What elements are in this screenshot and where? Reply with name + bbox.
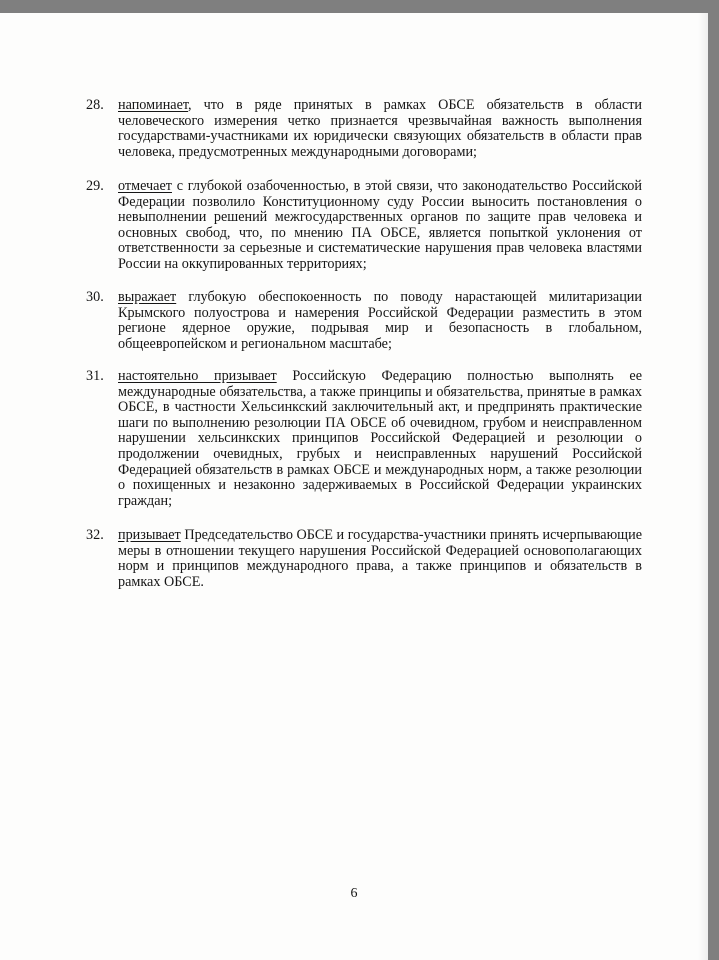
paragraph-text: , что в ряде принятых в рамках ОБСЕ обязательств в области человеческого измерения четко признается чрезвычайная важность выполнения государствами-участниками их юридически связующих обязательств в области прав человека, предусмотренных международными договорами; xyxy=(118,97,642,160)
page-shadow xyxy=(698,13,708,960)
paragraph-verb: выражает xyxy=(118,289,177,305)
document-page xyxy=(0,13,708,960)
paragraph-number: 28. xyxy=(86,97,104,113)
paragraph-text: Председательство ОБСЕ и государства-участники принять исчерпывающие меры в отношении текущего нарушения Российской Федерацией основополагающих норм и принципов международного права, а также принципов и обязательств в рамках ОБСЕ. xyxy=(118,527,642,590)
paragraph-verb: настоятельно призывает xyxy=(118,368,277,384)
paragraph-body xyxy=(118,369,642,509)
paragraph-body xyxy=(118,98,642,160)
paragraph-text: с глубокой озабоченностью, в этой связи, что законодательство Российской Федерации позволило Конституционному суду России выносить постановления о невыполнении решений межгосударственных органов по защите прав человека и основных свобод, что, по мнению ПА ОБСЕ, является попыткой уклонения от ответственности за серьезные и систематические нарушения прав человека властями России на оккупированных территориях; xyxy=(118,178,642,272)
paragraph-32 xyxy=(86,528,642,590)
paragraph-31 xyxy=(86,369,642,509)
paragraph-verb: напоминает xyxy=(118,97,189,113)
paragraph-30 xyxy=(86,290,642,352)
paragraph-number: 29. xyxy=(86,178,104,194)
paragraph-number: 31. xyxy=(86,368,104,384)
paragraph-number: 32. xyxy=(86,527,104,543)
paragraph-verb: отмечает xyxy=(118,178,172,194)
paragraph-text: Российскую Федерацию полностью выполнять ее международные обязательства, а также принципы и обязательства, принятые в рамках ОБСЕ, в частности Хельсинкский заключительный акт, и предпринять практические шаги по выполнению резолюции ПА ОБСЕ об очевидном, грубом и неисправленном нарушении хельсинкских принципов Российской Федерацией и резолюции о продолжении очевидных, грубых и неисправленных нарушений Российской Федерацией обязательств в рамках ОБСЕ и международных норм, а также резолюции о похищенных и незаконно задерживаемых в Российской Федерации украинских граждан; xyxy=(118,368,642,509)
paragraph-body xyxy=(118,290,642,352)
paragraph-number: 30. xyxy=(86,289,104,305)
page-number: 6 xyxy=(350,886,358,901)
paragraph-body xyxy=(118,179,642,273)
paragraph-verb: призывает xyxy=(118,527,181,543)
paragraph-text: глубокую обеспокоенность по поводу нарастающей милитаризации Крымского полуострова и намерения Российской Федерации разместить в этом регионе ядерное оружие, подрывая мир и безопасность в глобальном, общеевропейском и региональном масштабе; xyxy=(118,289,642,352)
paragraph-body xyxy=(118,528,642,590)
paragraph-29 xyxy=(86,179,642,273)
paragraph-28 xyxy=(86,98,642,160)
